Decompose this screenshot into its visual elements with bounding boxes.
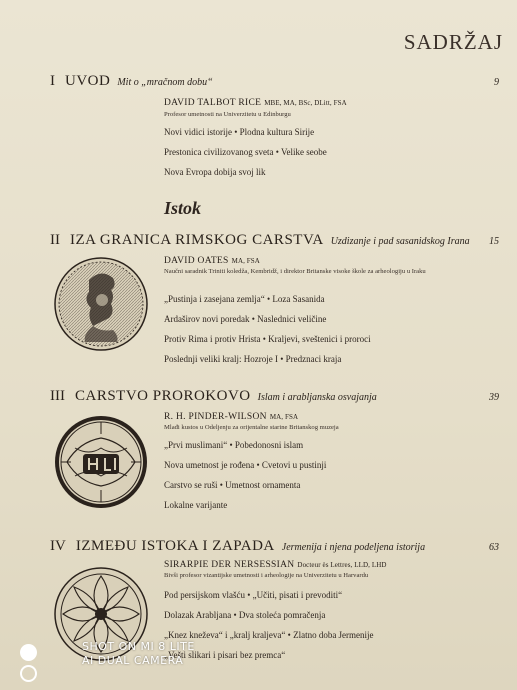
watermark-line-2: AI DUAL CAMERA bbox=[82, 654, 184, 667]
author-name: DAVID OATES bbox=[164, 256, 229, 266]
section-subtitle: Mit o „mračnom dobu“ bbox=[117, 77, 213, 88]
section-4-affiliation: Bivši profesor vizantijske umetnosti i arheologije na Univerzitetu u Harvardu bbox=[164, 572, 369, 579]
author-name: SIRARPIE DER NERSESSIAN bbox=[164, 560, 295, 570]
section-1-heading bbox=[50, 73, 499, 90]
section-page-number: 15 bbox=[489, 236, 499, 247]
section-2-author bbox=[164, 256, 260, 266]
section-1-line-3: Nova Evropa dobija svoj lik bbox=[164, 167, 266, 177]
section-3-line-4: Lokalne varijante bbox=[164, 500, 228, 510]
camera-logo-icon bbox=[20, 644, 41, 686]
section-3-line-3: Carstvo se ruši • Umetnost ornamenta bbox=[164, 480, 301, 490]
section-numeral: III bbox=[50, 388, 65, 404]
section-page-number: 39 bbox=[489, 392, 499, 403]
section-subtitle: Islam i arabljanska osvajanja bbox=[257, 392, 377, 403]
author-degrees: MA, FSA bbox=[231, 257, 260, 265]
section-numeral: I bbox=[50, 73, 55, 89]
section-1-line-2: Prestonica civilizovanog sveta • Velike seobe bbox=[164, 147, 327, 157]
author-degrees: MBE, MA, BSc, DLitt, FSA bbox=[264, 99, 347, 107]
watermark-line-1: SHOT ON MI 8 LITE bbox=[82, 640, 195, 653]
section-page-number: 63 bbox=[489, 542, 499, 553]
author-degrees: MA, FSA bbox=[269, 413, 299, 421]
author-name: DAVID TALBOT RICE bbox=[164, 98, 262, 108]
section-3-line-2: Nova umetnost je rođena • Cvetovi u pustinji bbox=[164, 460, 327, 470]
section-page-number: 9 bbox=[494, 77, 499, 88]
section-3-heading bbox=[50, 388, 499, 405]
section-3-author bbox=[164, 412, 298, 422]
section-1-affiliation: Profesor umetnosti na Univerzitetu u Edinburgu bbox=[164, 111, 291, 118]
section-2-line-3: Protiv Rima i protiv Hrista • Kraljevi, sveštenici i proroci bbox=[164, 334, 371, 344]
section-4-author bbox=[164, 560, 387, 570]
islamic-ornament-medallion bbox=[53, 414, 149, 510]
page-title: SADRŽAJ bbox=[403, 30, 503, 54]
section-2-line-2: Ardaširov novi poredak • Naslednici veličine bbox=[164, 314, 327, 324]
section-numeral: II bbox=[50, 232, 60, 248]
section-title: UVOD bbox=[65, 73, 111, 89]
section-1-line-1: Novi vidici istorije • Plodna kultura Sirije bbox=[164, 127, 315, 137]
section-title: CARSTVO PROROKOVO bbox=[75, 388, 251, 404]
section-2-affiliation: Naučni saradnik Triniti koledža, Kembridž, i direktor Britanske visoke škole za arheologiju u Iraku bbox=[164, 268, 426, 275]
author-degrees: Docteur ès Lettres, LLD, LHD bbox=[297, 561, 387, 569]
section-4-line-2: Dolazak Arabljana • Dva stoleća pomračenja bbox=[164, 610, 326, 620]
section-4-line-4: „Vešti slikari i pisari bez premca“ bbox=[164, 650, 286, 660]
author-name: R. H. PINDER-WILSON bbox=[164, 412, 267, 422]
section-title: IZA GRANICA RIMSKOG CARSTVA bbox=[70, 232, 324, 248]
section-2-heading bbox=[50, 232, 499, 249]
section-title: IZMEĐU ISTOKA I ZAPADA bbox=[75, 538, 275, 554]
section-3-line-1: „Prvi muslimani“ • Pobedonosni islam bbox=[164, 440, 304, 450]
part-heading-istok: Istok bbox=[164, 198, 202, 218]
section-numeral: IV bbox=[50, 538, 66, 554]
sasanid-coin-illustration bbox=[53, 256, 149, 352]
section-subtitle: Jermenija i njena podeljena istorija bbox=[281, 542, 426, 553]
section-4-line-3: „Knez kneževa“ i „kralj kraljeva“ • Zlatno doba Jermenije bbox=[164, 630, 374, 640]
section-1-author bbox=[164, 98, 347, 108]
section-2-line-1: „Pustinja i zasejana zemlja“ • Loza Sasanida bbox=[164, 294, 325, 304]
section-4-heading bbox=[50, 538, 499, 555]
section-2-line-4: Poslednji veliki kralj: Hozroje I • Predznaci kraja bbox=[164, 354, 342, 364]
section-subtitle: Uzdizanje i pad sasanidskog Irana bbox=[330, 236, 470, 247]
section-3-affiliation: Mlađi kustos u Odeljenju za orijentalne starine Britanskog muzeja bbox=[164, 424, 339, 431]
section-4-line-1: Pod persijskom vlašću • „Učiti, pisati i prevoditi“ bbox=[164, 590, 343, 600]
